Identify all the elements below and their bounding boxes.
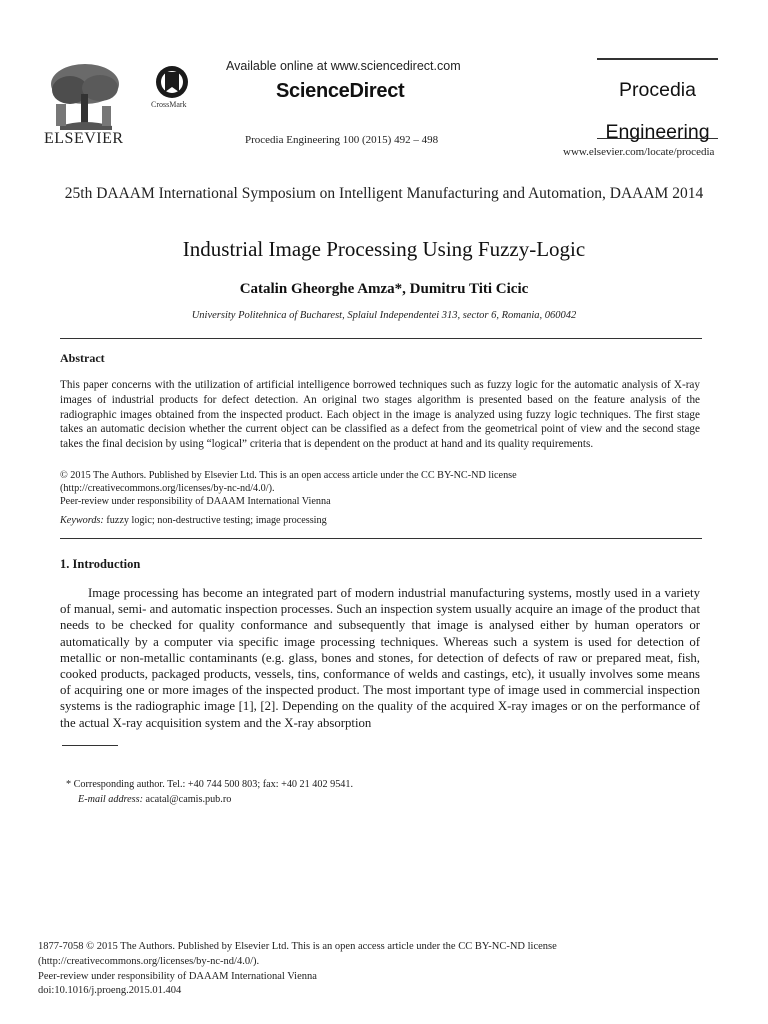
paper-title: Industrial Image Processing Using Fuzzy-Logic bbox=[182, 237, 586, 261]
email-footnote bbox=[78, 794, 231, 805]
bottom-license-link[interactable]: (http://creativecommons.org/licenses/by-nc-nd/4.0/). bbox=[38, 955, 260, 967]
sciencedirect-logo[interactable]: ScienceDirect bbox=[276, 80, 405, 102]
introduction-text: Image processing has become an integrated part of modern industrial manufacturing systems, mostly used in a variety of manual, semi- and automatic inspection processes. Such an inspection system usually acquire an image of the product that needs to be checked for quality conformance and subsequently that image is analysed either by human operators or automatically by a computer via specific image processing techniques. Whereas such a system is used for detection of metallic or non-metallic contaminants (e.g. glass, bones and stones, for detection of defects of raw or prepared meat, fish, cooked products, packaged products, vessels, tins, conformance of welds and castings, etc), it usually involves some means of acquiring one or more images of the inspected product. The most important type of image used in commercial inspection systems is the radiographic image [1], [2]. Depending on the quality of the acquired X-ray images or on the performance of the actual X-ray acquisition system and the X-ray absorption bbox=[60, 586, 700, 730]
keywords bbox=[60, 515, 327, 526]
bottom-peer-review: Peer-review under responsibility of DAAAM International Vienna bbox=[38, 970, 317, 982]
doi-line[interactable]: doi:10.1016/j.proeng.2015.01.404 bbox=[38, 985, 182, 997]
journal-title-line2: Engineering bbox=[605, 121, 710, 143]
available-online-link[interactable]: Available online at www.sciencedirect.com bbox=[226, 59, 461, 73]
keywords-list: fuzzy logic; non-destructive testing; image processing bbox=[106, 515, 327, 526]
issn-copyright-line: 1877-7058 © 2015 The Authors. Published by Elsevier Ltd. This is an open access article under the CC BY-NC-ND license bbox=[38, 941, 557, 952]
abstract-text: This paper concerns with the utilization of artificial intelligence borrowed techniques such as fuzzy logic for the automatic analysis of X-ray images of industrial products for defect detection. An original two stages algorithm is presented based on the feature analysis of the radiographic images obtained from the inspected product. Each object in the image is analyzed using fuzzy logic techniques. The first stage takes an automatic decision whether the current object can be classified as a defect from the geometrical point of view and the second stage takes the final decision by using “logical” criteria that is dependent on the product at hand and its quality requirements. bbox=[60, 379, 700, 451]
divider-top bbox=[60, 338, 702, 339]
journal-citation: Procedia Engineering 100 (2015) 492 – 498 bbox=[245, 134, 439, 146]
journal-title-box bbox=[597, 58, 718, 143]
conference-name: 25th DAAAM International Symposium on Intelligent Manufacturing and Automation, DAAAM 2014 bbox=[64, 185, 704, 202]
license-link[interactable]: (http://creativecommons.org/licenses/by-nc-nd/4.0/). bbox=[60, 483, 275, 494]
email-address[interactable]: acatal@camis.pub.ro bbox=[145, 794, 232, 805]
email-label: E-mail address: bbox=[78, 794, 143, 805]
publication-info bbox=[38, 940, 738, 999]
publisher-wordmark: ELSEVIER bbox=[44, 130, 124, 147]
journal-title-line1: Procedia bbox=[619, 79, 696, 101]
section-heading-introduction: 1. Introduction bbox=[60, 557, 141, 571]
abstract-copyright bbox=[60, 469, 700, 508]
keywords-label: Keywords: bbox=[60, 515, 104, 526]
footnote-rule bbox=[62, 745, 118, 746]
corresponding-author-footnote: * Corresponding author. Tel.: +40 744 500 803; fax: +40 21 402 9541. bbox=[66, 779, 354, 790]
abstract-heading: Abstract bbox=[60, 351, 105, 365]
copyright-line: © 2015 The Authors. Published by Elsevier Ltd. This is an open access article under the CC BY-NC-ND license bbox=[60, 470, 517, 481]
paper-authors: Catalin Gheorghe Amza*, Dumitru Titi Cicic bbox=[239, 281, 529, 297]
author-affiliation: University Politehnica of Bucharest, Splaiul Independentei 313, sector 6, Romania, 060042 bbox=[191, 310, 577, 321]
divider-abstract bbox=[60, 538, 702, 539]
crossmark-label: CrossMark bbox=[151, 100, 187, 109]
journal-url-link[interactable]: www.elsevier.com/locate/procedia bbox=[563, 146, 715, 158]
peer-review-line: Peer-review under responsibility of DAAAM International Vienna bbox=[60, 496, 331, 507]
